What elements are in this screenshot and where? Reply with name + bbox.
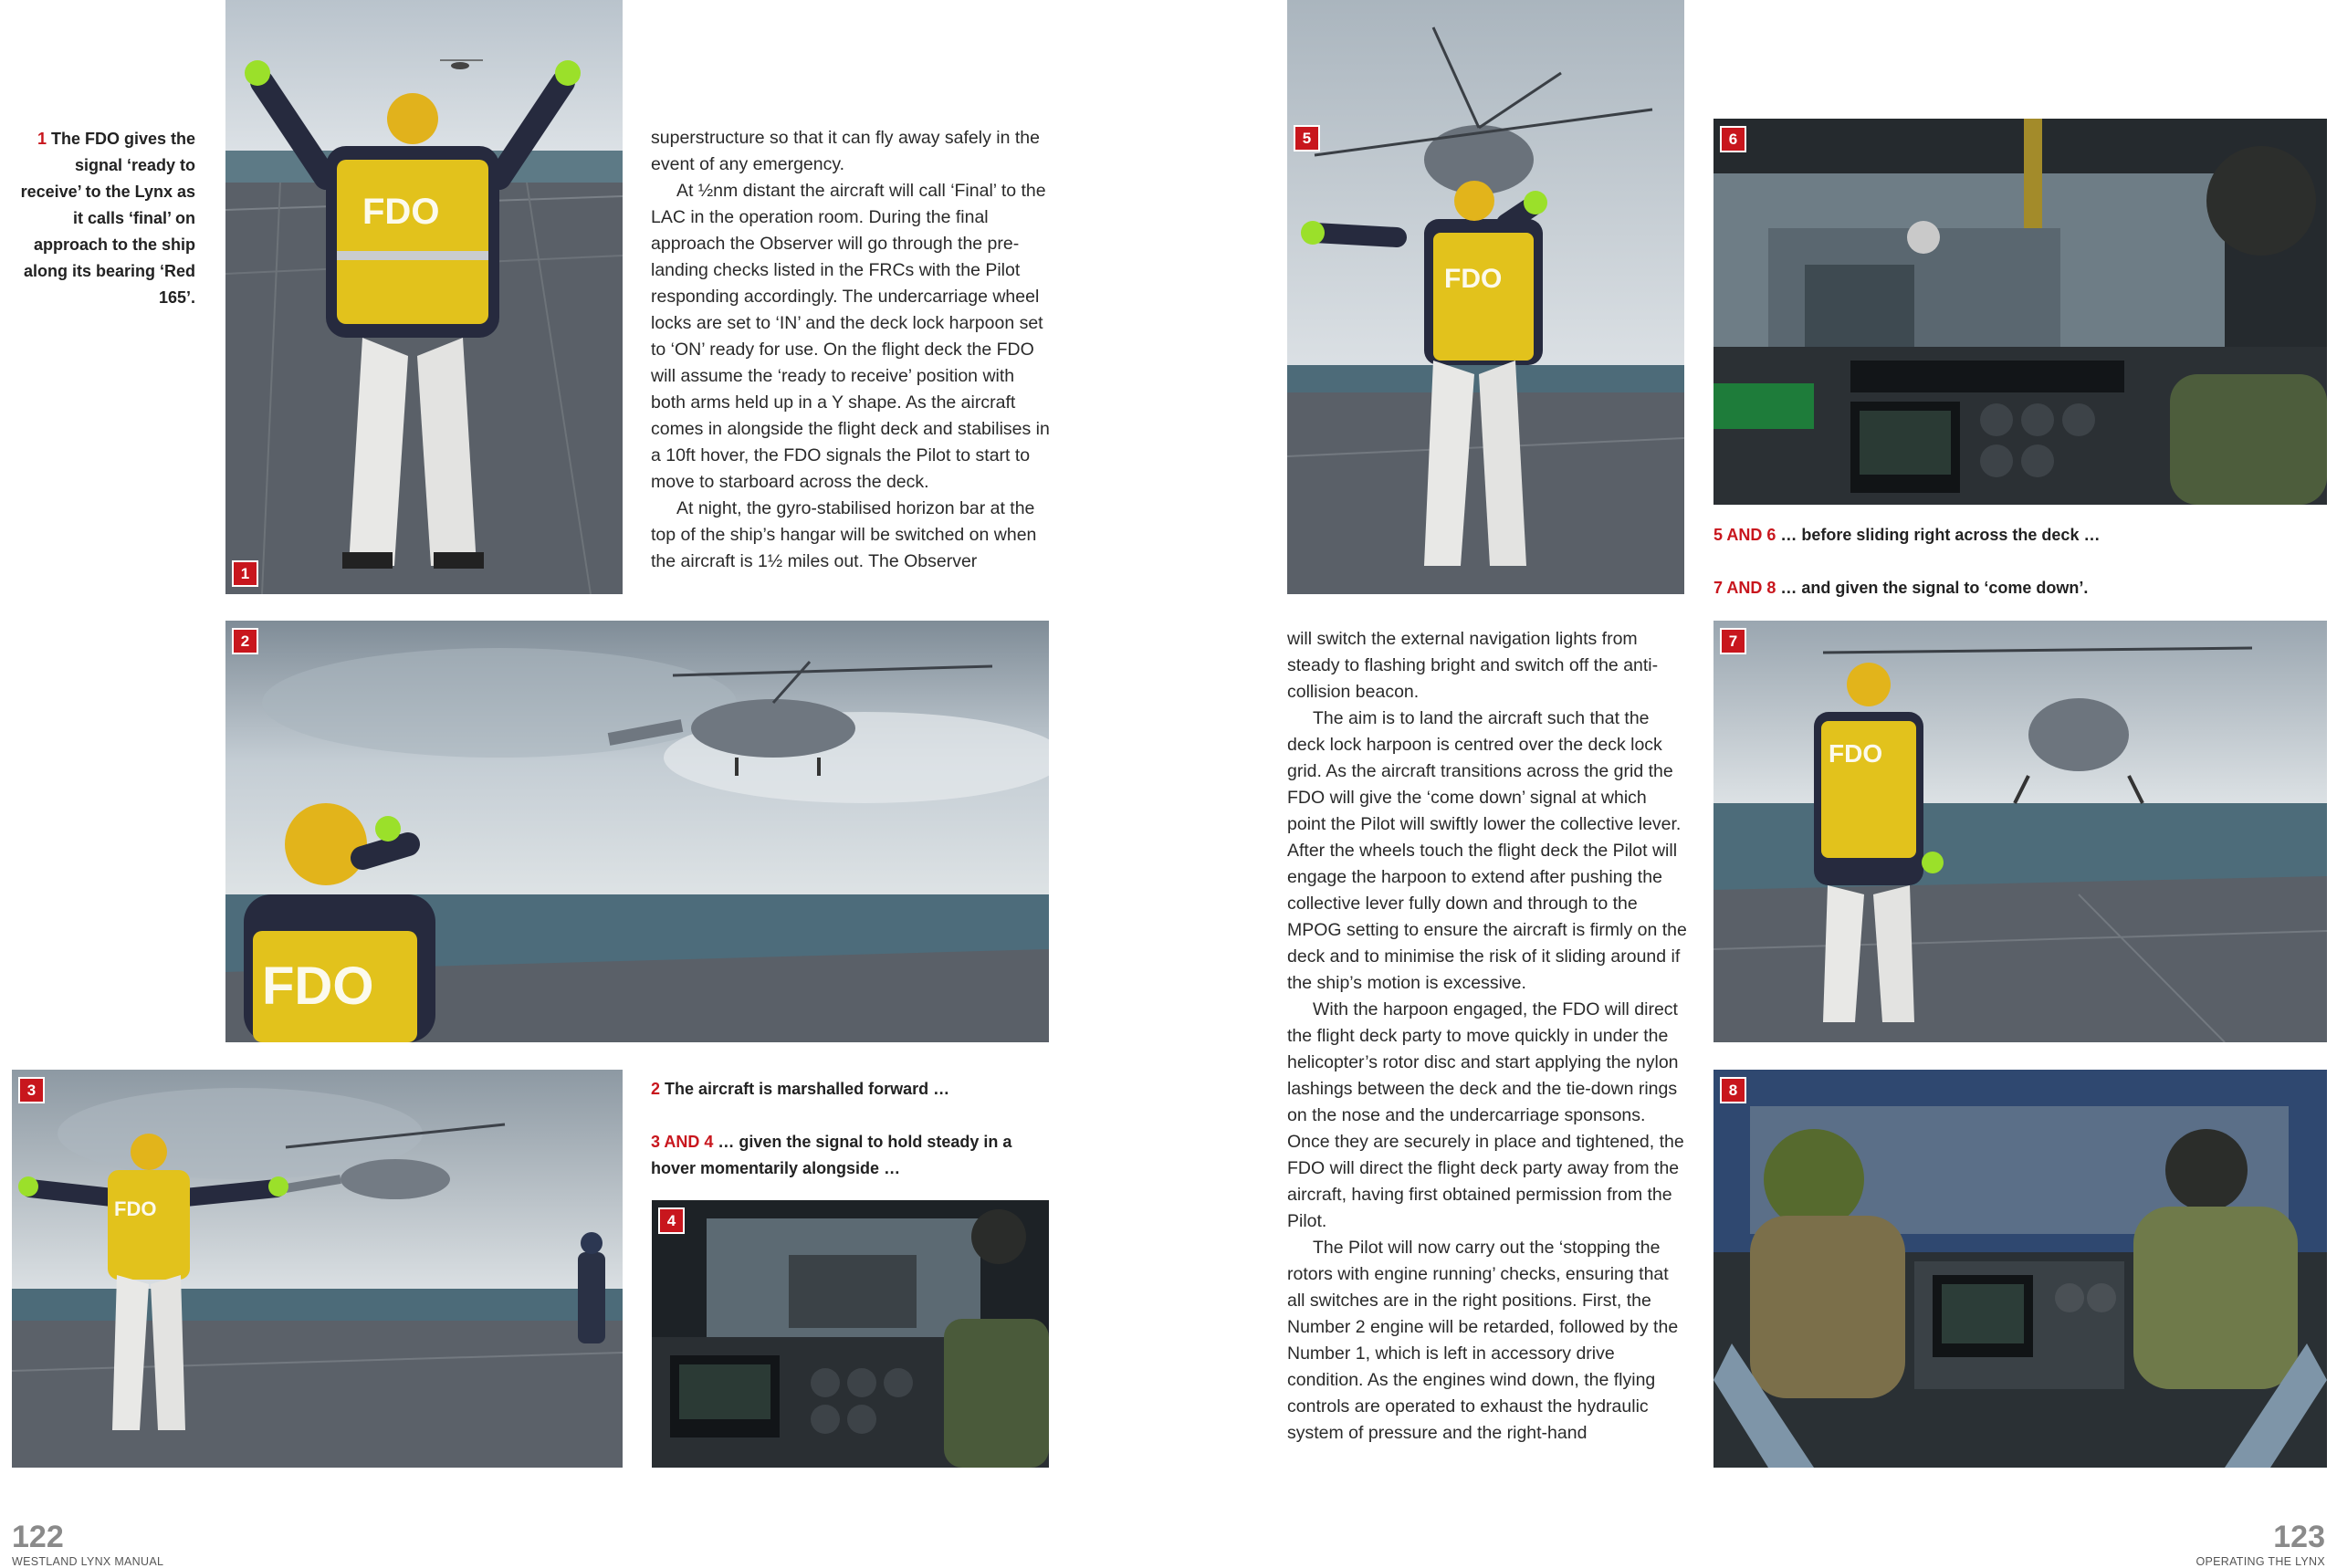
body-paragraph: superstructure so that it can fly away safely in the event of any emergency. (651, 128, 1040, 174)
photo-number-badge-2: 2 (232, 628, 258, 654)
body-paragraph: At night, the gyro-stabilised horizon bar at the top of the ship’s hangar will be switched on when the aircraft is 1½ miles out. The Observer (651, 498, 1037, 571)
body-paragraph: The aim is to land the aircraft such that the deck lock harpoon is centred over the deck lock grid. As the aircraft transitions across the grid the FDO will give the ‘come down’ signal at which point the Pilot will swiftly lower the collective lever. After the wheels touch the flight deck the Pilot will engage the harpoon to extend after pushing the collective lever fully down and through to the MPOG setting to ensure the aircraft is firmly on the deck and to minimise the risk of it sliding around if the ship’s motion is excessive. (1287, 708, 1687, 993)
body-text-right (1287, 626, 1689, 1447)
photo-number-badge-4: 4 (658, 1207, 685, 1234)
folio-right (2196, 1521, 2325, 1568)
svg-text:FDO: FDO (114, 1197, 157, 1220)
photo-cockpit-alongside (652, 1200, 1049, 1468)
caption-photo-2: 2 The aircraft is marshalled forward … (651, 1080, 950, 1098)
photo-number-badge-8: 8 (1720, 1077, 1746, 1103)
running-head-left: WESTLAND LYNX MANUAL (12, 1555, 164, 1568)
photo-number-badge-1: 1 (232, 560, 258, 587)
photo-number-badge-3: 3 (18, 1077, 45, 1103)
photo-before-sliding-right (1287, 0, 1684, 594)
body-text-left (651, 125, 1053, 575)
photo-number-badge-6: 6 (1720, 126, 1746, 152)
photo-cockpit-come-down (1713, 1070, 2327, 1468)
photo-cockpit-sliding (1713, 119, 2327, 505)
caption-photo-1: 1 The FDO gives the signal ‘ready to receive’ to the Lynx as it calls ‘final’ on approach to the ship along its bearing ‘Red 165’. (20, 130, 195, 307)
body-paragraph: will switch the external navigation lights from steady to flashing bright and switch off the anti-collision beacon. (1287, 629, 1659, 702)
folio-left (12, 1521, 163, 1568)
page-number-right: 123 (2273, 1520, 2325, 1554)
svg-text:FDO: FDO (1444, 264, 1503, 294)
body-paragraph: With the harpoon engaged, the FDO will direct the flight deck party to move quickly in under the helicopter’s rotor disc and start applying the nylon lashings between the deck and the tie-down rings on the nose and the undercarriage sponsons. Once they are securely in place and tightened, the FDO will direct the flight deck party away from the aircraft, having first obtained permission from the Pilot. (1287, 999, 1684, 1231)
photo-hold-steady-hover (12, 1070, 623, 1468)
caption-photos-3-and-4: 3 AND 4 … given the signal to hold steady in a hover momentarily alongside … (651, 1133, 1012, 1177)
svg-text:FDO: FDO (362, 192, 440, 232)
page-number-left: 122 (12, 1520, 64, 1554)
caption-photos-7-and-8: 7 AND 8 … and given the signal to ‘come down’. (1713, 579, 2089, 597)
running-head-right: OPERATING THE LYNX (2196, 1555, 2325, 1568)
body-paragraph: The Pilot will now carry out the ‘stopping the rotors with engine running’ checks, ensuring that all switches are in the right positions. First, the Number 2 engine will be retarded, followed by the Number 1, which is left in accessory drive condition. As the engines wind down, the flying controls are operated to exhaust the hydraulic system of pressure and the right-hand (1287, 1238, 1679, 1443)
photo-come-down-signal (1713, 621, 2327, 1042)
body-paragraph: At ½nm distant the aircraft will call ‘Final’ to the LAC in the operation room. During the final approach the Observer will go through the pre-landing checks listed in the FRCs with the Pilot responding accordingly. The undercarriage wheel locks are set to ‘IN’ and the deck lock harpoon set to ‘ON’ ready for use. On the flight deck the FDO will assume the ‘ready to receive’ position with both arms held up in a Y shape. As the aircraft comes in alongside the flight deck and stabilises in a 10ft hover, the FDO signals the Pilot to start to move to starboard across the deck. (651, 181, 1050, 492)
photo-number-badge-5: 5 (1294, 125, 1320, 152)
svg-text:FDO: FDO (262, 956, 374, 1016)
caption-photos-5-and-6: 5 AND 6 … before sliding right across the deck … (1713, 526, 2101, 544)
photo-fdo-ready-to-receive (225, 0, 623, 594)
svg-text:FDO: FDO (1829, 739, 1883, 768)
photo-number-badge-7: 7 (1720, 628, 1746, 654)
photo-aircraft-marshalled-forward (225, 621, 1049, 1042)
